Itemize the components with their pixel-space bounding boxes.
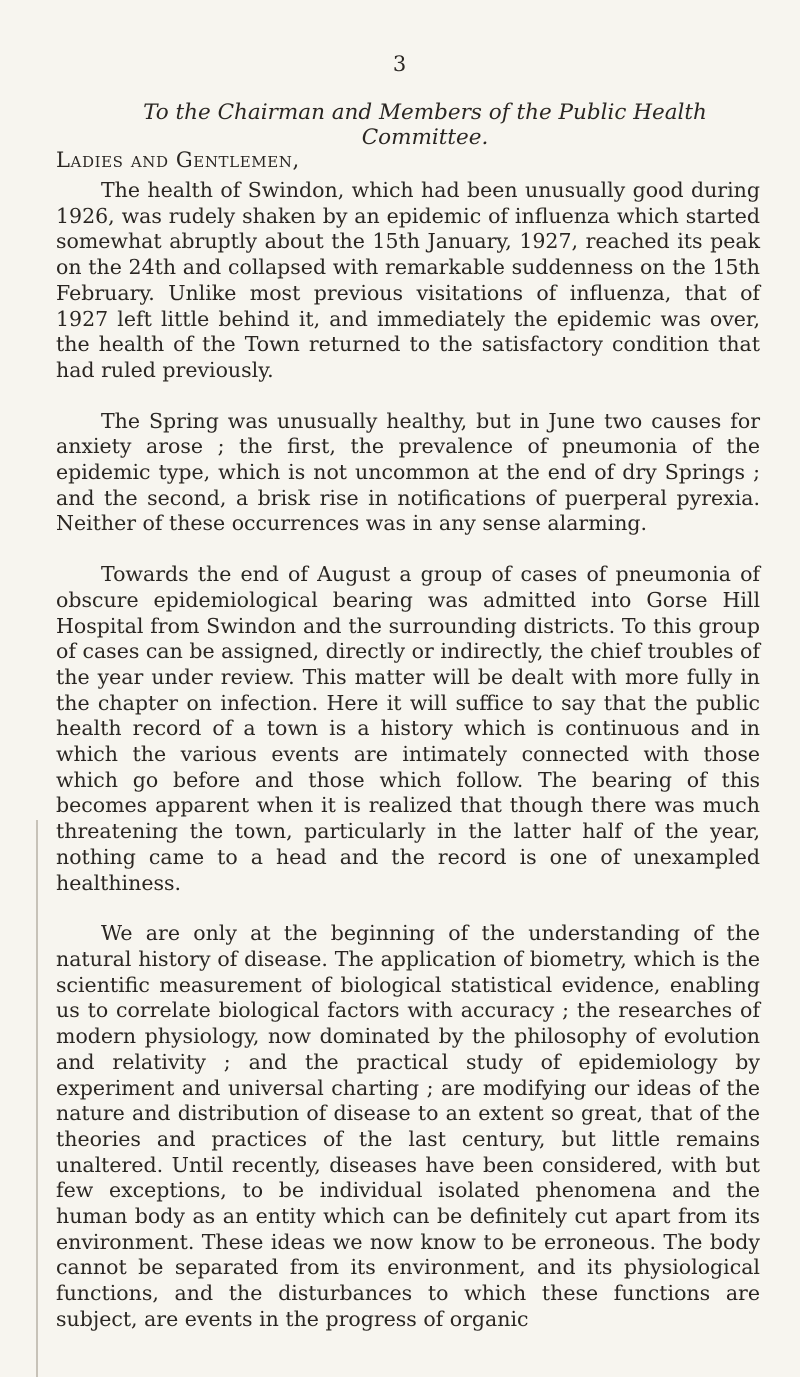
page-number: 3 — [392, 52, 408, 76]
binding-margin-line — [36, 820, 38, 1377]
paragraph-influenza: The health of Swindon, which had been unusually good during 1926, was rudely shaken by an epidemic of influenza which started somewhat abruptly about the 15th January, 1927, reached its peak on the 24th and collapsed with remarkable suddenness on the 15th February. Unlike most previous visitations of influenza, that of 1927 left little behind it, and immediately the epidemic was over, the health of the Town returned to the satisfactory condition that had ruled previously. — [56, 178, 760, 382]
paragraph-spring: The Spring was unusually healthy, but in June two causes for anxiety arose ; the first, the prevalence of pneumonia of the epidemic type, which is not uncommon at the end of dry Springs ; and the second, a brisk rise in notifications of puerperal pyrexia. Neither of these occurrences was in any sense alarming. — [56, 408, 760, 536]
page-heading: To the Chairman and Members of the Public Health Committee. — [143, 100, 707, 150]
salutation: Ladies and Gentlemen, — [56, 148, 300, 172]
body-text — [56, 178, 760, 1358]
paragraph-natural-history: We are only at the beginning of the understanding of the natural history of disease. The application of biometry, which is the scientific measurement of biological statistical evidence, enabling us to correlate biological factors with accuracy ; the researches of modern physiology, now dominated by the philosophy of evolution and relativity ; and the practical study of epidemiology by experiment and universal charting ; are modifying our ideas of the nature and distribution of disease to an extent so great, that of the theories and practices of the last century, but little remains unaltered. Until recently, diseases have been considered, with but few exceptions, to be individual isolated phenomena and the human body as an entity which can be definitely cut apart from its environment. These ideas we now know to be erroneous. The body cannot be separated from its environment, and its physiological functions, and the disturbances to which these functions are subject, are events in the progress of organic — [56, 921, 760, 1331]
paragraph-pneumonia-group: Towards the end of August a group of cases of pneumonia of obscure epidemiological bearing was admitted into Gorse Hill Hospital from Swindon and the surrounding districts. To this group of cases can be assigned, directly or indirectly, the chief troubles of the year under review. This matter will be dealt with more fully in the chapter on infection. Here it will suffice to say that the public health record of a town is a history which is continuous and in which the various events are intimately connected with those which go before and those which follow. The bearing of this becomes apparent when it is realized that though there was much threatening the town, particularly in the latter half of the year, nothing came to a head and the record is one of unexampled healthiness. — [56, 562, 760, 895]
